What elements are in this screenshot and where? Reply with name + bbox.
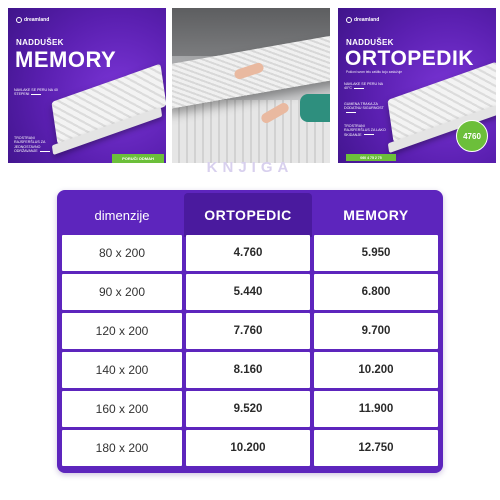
table-header <box>60 193 440 233</box>
memory-price-cell: 5.950 <box>314 235 438 271</box>
table-row <box>60 350 440 389</box>
promo-subtitle: NADDUŠEK <box>16 38 64 47</box>
sleeve <box>300 94 330 122</box>
mattress-topper-photo <box>172 8 330 163</box>
size-cell: 90 x 200 <box>62 274 182 310</box>
size-cell: 140 x 200 <box>62 352 182 388</box>
column-header-ortopedic: ORTOPEDIC <box>184 193 312 237</box>
promo-note: NAVLAKE SE PERU NA 40 STEPENI <box>14 88 58 97</box>
memory-price-cell: 9.700 <box>314 313 438 349</box>
promo-subtitle: NADDUŠEK <box>346 38 394 47</box>
table-row <box>60 428 440 467</box>
column-header-dimensions: dimenzije <box>94 207 150 223</box>
brand-logo: dreamland <box>346 17 379 23</box>
memory-price-cell: 10.200 <box>314 352 438 388</box>
promo-tagline: Pokloni svom telu zaštitu koju zaslužuje <box>346 70 402 74</box>
promo-note: TROSTRANI RAJSFERŠLUS ZA LAKO SKIDANJE <box>344 124 386 137</box>
table-row <box>60 311 440 350</box>
memory-price-cell: 12.750 <box>314 430 438 466</box>
table-body <box>60 233 440 467</box>
brand-logo-icon <box>346 17 352 23</box>
table-row <box>60 233 440 272</box>
size-cell: 120 x 200 <box>62 313 182 349</box>
memory-price-cell: 11.900 <box>314 391 438 427</box>
order-now-button[interactable]: PORUČI ODMAH <box>112 154 164 163</box>
brand-logo-icon <box>16 17 22 23</box>
product-images <box>0 0 500 170</box>
phone-badge: 060 4 75 2 75 <box>346 154 396 161</box>
size-cell: 180 x 200 <box>62 430 182 466</box>
ortopedic-price-cell: 4.760 <box>186 235 310 271</box>
promo-title: MEMORY <box>15 47 117 72</box>
price-table <box>57 190 443 473</box>
price-badge: 4760 <box>456 120 488 152</box>
column-header-memory: MEMORY <box>343 207 409 223</box>
faint-background-text: KNJIGA <box>206 161 294 175</box>
ortopedic-price-cell: 8.160 <box>186 352 310 388</box>
ortopedic-price-cell: 7.760 <box>186 313 310 349</box>
ortopedic-price-cell: 10.200 <box>186 430 310 466</box>
table-row <box>60 272 440 311</box>
promo-note: NAVLAKE SE PERU NA 40°C <box>344 82 383 91</box>
ortopedic-price-cell: 5.440 <box>186 274 310 310</box>
promo-note: GUMENA TRAKA ZA DODATNU SIGURNOST <box>344 102 388 115</box>
size-cell: 160 x 200 <box>62 391 182 427</box>
ortopedic-price-cell: 9.520 <box>186 391 310 427</box>
brand-logo: dreamland <box>16 17 49 23</box>
size-cell: 80 x 200 <box>62 235 182 271</box>
memory-promo-image <box>8 8 166 163</box>
memory-price-cell: 6.800 <box>314 274 438 310</box>
table-row <box>60 389 440 428</box>
promo-note: TROSTRANI RAJSFERŠLUS ZA JEDNOSTAVNO ODRŽAVANJE <box>14 136 58 154</box>
ortopedik-promo-image <box>338 8 496 163</box>
promo-title: ORTOPEDIK <box>345 47 474 70</box>
